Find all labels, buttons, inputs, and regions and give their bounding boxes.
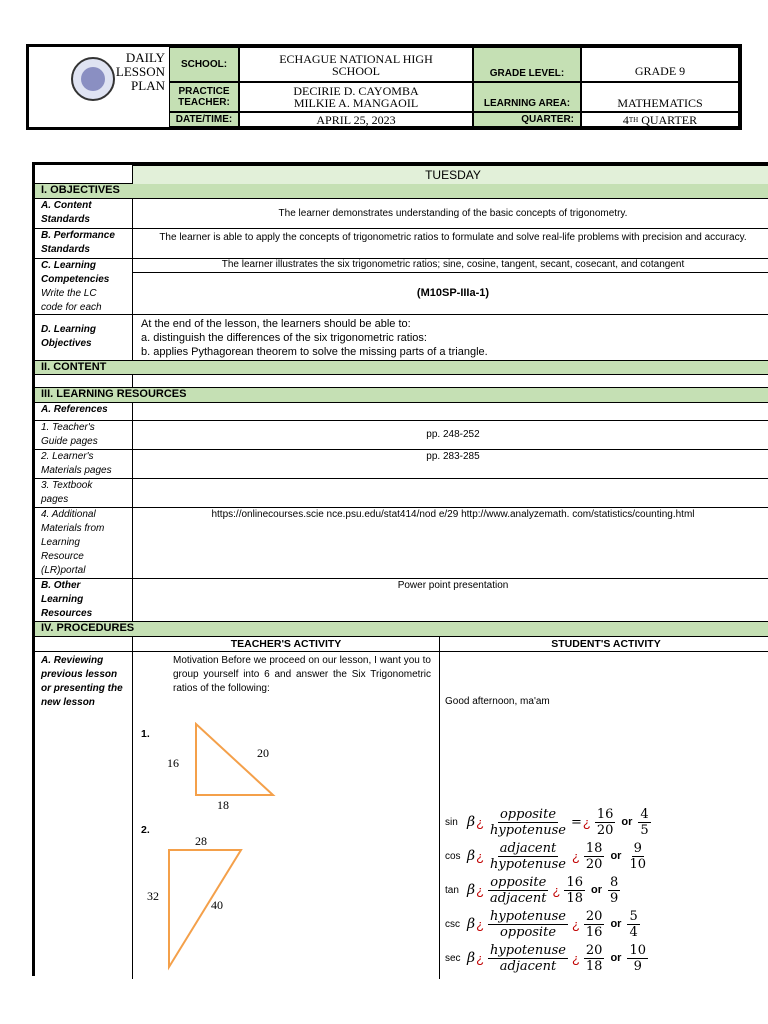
ratio-row-tan xyxy=(445,873,623,907)
competencies-cell xyxy=(133,259,768,314)
mark-symbol: ¿ xyxy=(476,814,485,830)
deped-seal-icon xyxy=(71,57,115,101)
ratio-word-fraction xyxy=(488,875,548,906)
activity-header-row xyxy=(35,637,768,652)
mark-symbol: ¿ xyxy=(476,950,485,966)
or-word: or xyxy=(610,952,622,964)
learning-objectives-row xyxy=(35,315,768,361)
resources-heading: III. LEARNING RESOURCES xyxy=(35,388,768,403)
ratio-simplified-fraction xyxy=(638,807,650,838)
lm-pages: pp. 283-285 xyxy=(426,451,480,462)
textbook-row xyxy=(35,479,768,508)
day-blank xyxy=(35,165,133,183)
ratio-number-fraction xyxy=(595,807,616,838)
ratio-row-csc xyxy=(445,907,643,941)
fraction-denominator: adjacent xyxy=(490,890,547,906)
tg-row xyxy=(35,421,768,450)
mark-symbol: ¿ xyxy=(476,882,485,898)
fraction-numerator: 5 xyxy=(629,908,638,924)
ratio-row-sin xyxy=(445,805,654,839)
ratio-function: tan xyxy=(445,884,459,896)
competencies-label: C. Learning Competencies Write the LC code for each xyxy=(35,259,133,314)
content-row xyxy=(35,375,768,388)
ratio-function: csc xyxy=(445,918,460,930)
content-blank xyxy=(35,375,133,387)
fraction-numerator: 20 xyxy=(585,908,603,924)
school-label: SCHOOL: xyxy=(169,47,239,82)
ratio-number-fraction xyxy=(584,841,605,872)
quarter-label: QUARTER: xyxy=(473,112,581,127)
grade-label: GRADE LEVEL: xyxy=(473,47,581,82)
ratio-function: sec xyxy=(445,952,461,964)
ratio-word-fraction xyxy=(488,943,568,974)
teacher-activity-heading: TEACHER'S ACTIVITY xyxy=(133,637,440,651)
fraction-numerator: adjacent xyxy=(499,840,557,856)
or-word: or xyxy=(590,884,602,896)
ratio-row-sec xyxy=(445,941,651,975)
activity-header-blank xyxy=(35,637,133,651)
additional-materials-row xyxy=(35,508,768,579)
tg-label: 1. Teacher's Guide pages xyxy=(35,421,133,449)
triangle-1-side-b: 18 xyxy=(217,798,229,812)
equals-sign: = xyxy=(570,814,582,830)
procedures-heading: IV. PROCEDURES xyxy=(35,622,768,637)
performance-label: B. Performance Standards xyxy=(35,229,133,258)
review-row xyxy=(35,652,768,979)
triangle-2-side-c: 40 xyxy=(211,898,223,912)
triangle-2-side-a: 28 xyxy=(195,834,207,848)
fraction-numerator: 18 xyxy=(585,840,603,856)
fraction-numerator: hypotenuse xyxy=(490,942,566,958)
lm-label: 2. Learner's Materials pages xyxy=(35,450,133,478)
fraction-denominator: 10 xyxy=(629,856,646,872)
ratio-word-fraction xyxy=(488,841,568,872)
triangle-2-shape xyxy=(167,848,247,972)
ratio-number-fraction xyxy=(564,875,585,906)
ratio-word-fraction xyxy=(488,909,568,940)
other-resources-text: Power point presentation xyxy=(397,580,509,591)
quarter-value: 4 TH QUARTER xyxy=(581,112,739,127)
content-standards-label: A. Content Standards xyxy=(35,199,133,228)
other-resources-label: B. Other Learning Resources xyxy=(35,579,133,621)
triangle-1-shape xyxy=(193,722,283,804)
day-row xyxy=(35,165,768,184)
additional-materials-link[interactable]: https://onlinecourses.scie nce.psu.edu/stat414/nod e/29 http://www.analyzemath. com/statistics/counting.html xyxy=(211,509,695,520)
fraction-numerator: 10 xyxy=(629,942,646,958)
mark-symbol: ¿ xyxy=(552,882,561,898)
fraction-denominator: hypotenuse xyxy=(490,856,566,872)
ratio-word-fraction xyxy=(488,807,568,838)
teacher-label: PRACTICE TEACHER: xyxy=(169,82,239,112)
fraction-numerator: hypotenuse xyxy=(490,908,566,924)
triangle-2-number: 2. xyxy=(141,824,150,836)
references-label: A. References xyxy=(35,403,133,420)
triangle-1-side-c: 20 xyxy=(257,746,269,760)
ratio-simplified-fraction xyxy=(627,841,648,872)
fraction-numerator: 16 xyxy=(596,806,614,822)
content-standards-row xyxy=(35,199,768,229)
header-table xyxy=(26,44,742,130)
fraction-numerator: 20 xyxy=(585,942,603,958)
ratio-simplified-fraction xyxy=(627,909,639,940)
tg-pages: pp. 248-252 xyxy=(426,429,480,440)
mark-symbol: ¿ xyxy=(476,848,485,864)
or-word: or xyxy=(621,816,633,828)
fraction-denominator: adjacent xyxy=(499,958,557,974)
ratio-simplified-fraction xyxy=(608,875,620,906)
fraction-denominator: 4 xyxy=(629,924,638,940)
school-value: ECHAGUE NATIONAL HIGH SCHOOL xyxy=(239,47,473,82)
ratio-function: cos xyxy=(445,850,461,862)
fraction-denominator: 9 xyxy=(609,890,619,906)
area-label: LEARNING AREA: xyxy=(473,82,581,112)
student-activity-heading: STUDENT'S ACTIVITY xyxy=(551,638,661,650)
day-heading: TUESDAY xyxy=(133,165,768,184)
ratio-number-fraction xyxy=(584,943,605,974)
beta-symbol: β xyxy=(467,814,476,830)
other-resources-row xyxy=(35,579,768,622)
fraction-denominator: 16 xyxy=(585,924,603,940)
beta-symbol: β xyxy=(467,950,476,966)
content-standards-text: The learner demonstrates understanding of the basic concepts of trigonometry. xyxy=(278,208,628,219)
triangle-1-number: 1. xyxy=(141,728,150,740)
fraction-numerator: 16 xyxy=(566,874,583,890)
mark-symbol: ¿ xyxy=(476,916,485,932)
or-word: or xyxy=(610,850,622,862)
fraction-denominator: 5 xyxy=(640,822,649,838)
ratio-row-cos xyxy=(445,839,651,873)
content-heading: II. CONTENT xyxy=(35,361,768,375)
performance-text: The learner is able to apply the concepts of trigonometric ratios to formulate and solve real-life problems with precision and accuracy. xyxy=(159,232,747,243)
fraction-numerator: 8 xyxy=(609,874,619,890)
review-label: A. Reviewing previous lesson or presenting the new lesson xyxy=(35,652,133,979)
additional-materials-label: 4. Additional Materials from Learning Resource (LR)portal xyxy=(35,508,133,578)
objectives-heading: I. OBJECTIVES xyxy=(35,184,768,199)
beta-symbol: β xyxy=(467,882,476,898)
motivation-text: Motivation Before we proceed on our lesson, I want you to group yourself into 6 and answer the Six Trigonometric ratios of the following: xyxy=(173,655,431,694)
ratio-simplified-fraction xyxy=(627,943,648,974)
fraction-numerator: 9 xyxy=(633,840,642,856)
competencies-text: The learner illustrates the six trigonometric ratios; sine, cosine, tangent, secant, cosecant, and cotangent xyxy=(133,259,768,273)
fraction-denominator: 20 xyxy=(585,856,603,872)
fraction-denominator: hypotenuse xyxy=(490,822,566,838)
competencies-row xyxy=(35,259,768,315)
learning-objectives-label: D. Learning Objectives xyxy=(35,315,133,360)
fraction-denominator: opposite xyxy=(499,924,557,940)
fraction-denominator: 18 xyxy=(566,890,583,906)
dlp-title: DAILY LESSON PLAN xyxy=(115,50,165,93)
date-label: DATE/TIME: xyxy=(169,112,239,127)
lc-code: (M10SP-IIIa-1) xyxy=(416,287,490,299)
beta-symbol: β xyxy=(467,916,476,932)
grade-value: GRADE 9 xyxy=(581,47,739,82)
student-activity-cell xyxy=(439,652,768,979)
teacher-value: DECIRIE D. CAYOMBA MILKIE A. MANGAOIL xyxy=(239,82,473,112)
textbook-label: 3. Textbook pages xyxy=(35,479,133,507)
ratio-function: sin xyxy=(445,816,458,828)
area-value: MATHEMATICS xyxy=(581,82,739,112)
mark-symbol: ¿ xyxy=(571,848,580,864)
learning-objectives-text: At the end of the lesson, the learners should be able to: a. distinguish the differences of the six trigonometric ratios: b. applies Pythagorean theorem to solve the missing parts of a triangle. xyxy=(141,318,488,358)
fraction-numerator: 4 xyxy=(640,806,649,822)
ratio-number-fraction xyxy=(584,909,605,940)
lesson-plan-table xyxy=(32,162,768,976)
teacher-activity-cell xyxy=(133,652,440,979)
fraction-denominator: 20 xyxy=(596,822,614,838)
triangle-1-side-a: 16 xyxy=(167,756,179,770)
or-word: or xyxy=(610,918,622,930)
beta-symbol: β xyxy=(467,848,476,864)
date-value: APRIL 25, 2023 xyxy=(239,112,473,127)
mark-symbol: ¿ xyxy=(582,814,591,830)
mark-symbol: ¿ xyxy=(571,950,580,966)
performance-row xyxy=(35,229,768,259)
student-greeting: Good afternoon, ma'am xyxy=(445,696,550,707)
fraction-numerator: opposite xyxy=(490,874,547,890)
fraction-numerator: opposite xyxy=(499,806,557,822)
lm-row xyxy=(35,450,768,479)
mark-symbol: ¿ xyxy=(571,916,580,932)
fraction-denominator: 18 xyxy=(585,958,603,974)
triangle-2-side-b: 32 xyxy=(147,889,159,903)
fraction-denominator: 9 xyxy=(633,958,642,974)
references-row xyxy=(35,403,768,421)
